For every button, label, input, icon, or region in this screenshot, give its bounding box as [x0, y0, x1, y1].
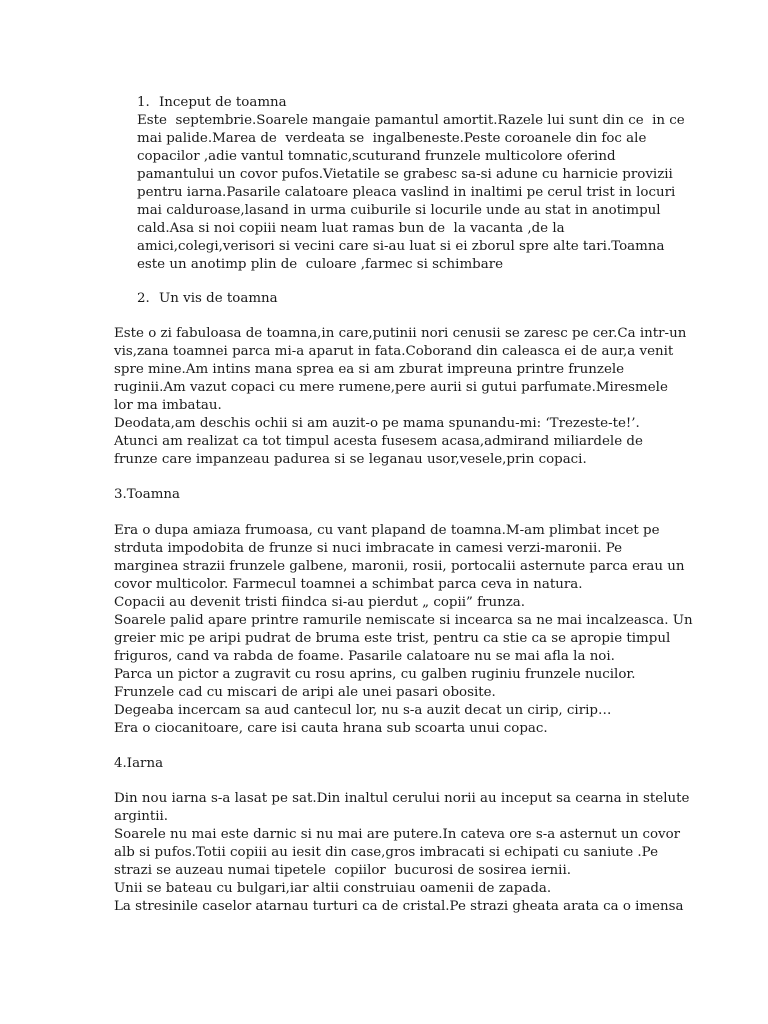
section4-line: Unii se bateau cu bulgari,iar altii construiau oamenii de zapada.: [114, 881, 552, 896]
section1-line: este un anotimp plin de culoare ,farmec si schimbare: [137, 257, 504, 272]
section1-line: pamantului un covor pufos.Vietatile se grabesc sa-si adune cu harnicie provizii: [137, 167, 673, 182]
section3-line: covor multicolor. Farmecul toamnei a schimbat parca ceva in natura.: [114, 577, 583, 592]
section2-number: 2.: [137, 291, 150, 306]
section4-line: alb si pufos.Totii copiii au iesit din case,gros imbracati si echipati cu saniute .Pe: [114, 845, 659, 860]
section3-line: Parca un pictor a zugravit cu rosu aprins, cu galben ruginiu frunzele nucilor.: [114, 667, 636, 682]
section1-line: Este septembrie.Soarele mangaie pamantul amortit.Razele lui sunt din ce in ce: [137, 113, 685, 128]
section1-title: Inceput de toamna: [159, 95, 287, 110]
section1-line: pentru iarna.Pasarile calatoare pleaca vaslind in inaltimi pe cerul trist in locuri: [137, 185, 676, 200]
section2-title: Un vis de toamna: [159, 291, 278, 306]
section3-line: marginea strazii frunzele galbene, maronii, rosii, portocalii asternute parca erau un: [114, 559, 685, 574]
section4-line: strazi se auzeau numai tipetele copiilor bucurosi de sosirea iernii.: [114, 863, 572, 878]
section2-line: Deodata,am deschis ochii si am auzit-o pe mama spunandu-mi: ‘Trezeste-te!’.: [114, 416, 640, 431]
section2-line: ruginii.Am vazut copaci cu mere rumene,pere aurii si gutui parfumate.Miresmele: [114, 380, 668, 395]
section1-line: cald.Asa si noi copiii neam luat ramas bun de la vacanta ,de la: [137, 221, 565, 236]
section1-line: mai palide.Marea de verdeata se ingalbeneste.Peste coroanele din foc ale: [137, 131, 647, 146]
section3-line: Soarele palid apare printre ramurile nemiscate si incearca sa ne mai incalzeasca. Un: [114, 613, 693, 628]
section3-line: Frunzele cad cu miscari de aripi ale unei pasari obosite.: [114, 685, 496, 700]
section3-line: greier mic pe aripi pudrat de bruma este trist, pentru ca stie ca se apropie timpul: [114, 631, 671, 646]
section4-line: Din nou iarna s-a lasat pe sat.Din inaltul cerului norii au inceput sa cearna in stelute: [114, 791, 690, 806]
section3-line: friguros, cand va rabda de foame. Pasarile calatoare nu se mai afla la noi.: [114, 649, 615, 664]
section4-line: argintii.: [114, 809, 169, 824]
section4-line: Soarele nu mai este darnic si nu mai are putere.In cateva ore s-a asternut un covor: [114, 827, 681, 842]
section1-line: mai calduroase,lasand in urma cuiburile si locurile unde au stat in anotimpul: [137, 203, 661, 218]
section1-line: amici,colegi,verisori si vecini care si-au luat si ei zborul spre alte tari.Toamna: [137, 239, 665, 254]
section2-line: Atunci am realizat ca tot timpul acesta fusesem acasa,admirand miliardele de: [114, 434, 643, 449]
section4-title: 4.Iarna: [114, 756, 164, 771]
section3-line: strduta impodobita de frunze si nuci imbracate in camesi verzi-maronii. Pe: [114, 541, 623, 556]
section1-line: copacilor ,adie vantul tomnatic,scuturand frunzele multicolore oferind: [137, 149, 616, 164]
section3-line: Era o dupa amiaza frumoasa, cu vant plapand de toamna.M-am plimbat incet pe: [114, 523, 660, 538]
section3-line: Degeaba incercam sa aud cantecul lor, nu s-a auzit decat un cirip, cirip…: [114, 703, 612, 718]
section3-line: Copacii au devenit tristi fiindca si-au pierdut „ copii” frunza.: [114, 595, 526, 610]
section2-line: Este o zi fabuloasa de toamna,in care,putinii nori cenusii se zaresc pe cer.Ca intr-un: [114, 326, 687, 341]
section4-line: La stresinile caselor atarnau turturi ca de cristal.Pe strazi gheata arata ca o imensa: [114, 899, 684, 914]
section3-title: 3.Toamna: [114, 487, 181, 502]
section3-line: Era o ciocanitoare, care isi cauta hrana sub scoarta unui copac.: [114, 721, 548, 736]
section2-line: lor ma imbatau.: [114, 398, 222, 413]
section1-number: 1.: [137, 95, 150, 110]
section2-line: spre mine.Am intins mana sprea ea si am zburat impreuna printre frunzele: [114, 362, 625, 377]
section2-line: frunze care impanzeau padurea si se leganau usor,vesele,prin copaci.: [114, 452, 587, 467]
section2-line: vis,zana toamnei parca mi-a aparut in fata.Coborand din caleasca ei de aur,a venit: [114, 344, 674, 359]
